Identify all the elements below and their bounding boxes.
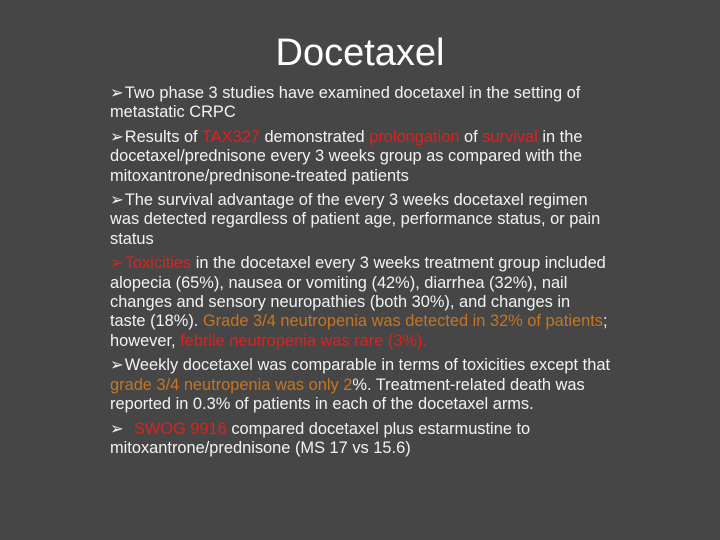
bullet-item — [110, 84, 610, 123]
bullet-text: The survival advantage of the every 3 weeks docetaxel regimen was detected regardless of patient age, performance status, or pain status — [110, 191, 601, 248]
bullet-list — [110, 84, 610, 463]
bullet-text: in the docetaxel/prednisone every 3 weeks group as compared with the mitoxantrone/prednisone-treated patients — [110, 127, 583, 185]
slide-title: Docetaxel — [275, 32, 445, 74]
bullet-item — [110, 191, 610, 249]
arrow-bullet-icon: ➢ — [110, 127, 124, 146]
bullet-text: ; however, — [110, 312, 608, 350]
bullet-text: demonstrated — [259, 127, 370, 146]
bullet-text: %. Treatment-related death was reported in 0.3% of patients in each of the docetaxel arms. — [110, 375, 585, 414]
bullet-text: Weekly docetaxel was comparable in terms of toxicities except that — [124, 356, 610, 375]
highlight-weekly-neutropenia: grade 3/4 neutropenia was only 2 — [110, 375, 353, 394]
bullet-text: compared docetaxel plus estarmustine to mitoxantrone/prednisone (MS 17 vs 15.6) — [110, 419, 531, 457]
highlight-febrile-neutropenia: febrile neutropenia was rare (3%). — [180, 331, 428, 350]
highlight-toxicities: Toxicities — [124, 254, 192, 273]
arrow-bullet-icon: ➢ — [110, 84, 124, 102]
highlight-swog-9916: SWOG 9916 — [133, 419, 227, 438]
bullet-text — [125, 420, 134, 438]
bullet-text: of — [459, 127, 483, 146]
bullet-item — [110, 356, 610, 414]
highlight-prolongation: prolongation — [369, 127, 460, 146]
arrow-bullet-icon: ➢ — [110, 191, 124, 210]
arrow-bullet-icon: ➢ — [110, 356, 124, 375]
highlight-survival: survival — [482, 127, 538, 146]
bullet-item — [110, 420, 610, 459]
highlight-tax327: TAX327 — [201, 127, 260, 146]
bullet-text: Two phase 3 studies have examined docetaxel in the setting of metastatic CRPC — [110, 84, 581, 122]
bullet-item — [110, 128, 610, 186]
arrow-bullet-icon: ➢ — [110, 254, 124, 273]
bullet-item — [110, 254, 610, 351]
bullet-text: in the docetaxel every 3 weeks treatment group included alopecia (65%), nausea or vomiting (42%), diarrhea (32%), nail changes and sensory neuropathies (both 30%), and changes in taste (18%). — [110, 254, 606, 331]
bullet-text: Results of — [124, 127, 202, 146]
arrow-bullet-icon: ➢ — [110, 419, 124, 438]
highlight-grade-neutropenia: Grade 3/4 neutropenia was detected in 32% of patients — [202, 312, 603, 331]
